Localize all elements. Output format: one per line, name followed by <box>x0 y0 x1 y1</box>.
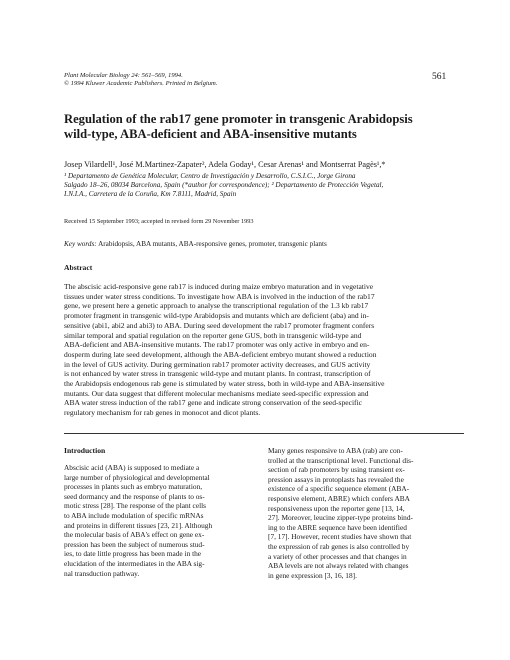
section-divider <box>64 433 464 434</box>
keywords-text: Arabidopsis, ABA mutants, ABA-responsive genes, promoter, transgenic plants <box>96 240 327 248</box>
body-line: trolled at the transcriptional level. Functional dis- <box>268 455 414 465</box>
author-list: Josep Vilardell¹, José M.Martinez-Zapater², Adela Goday¹, Cesar Arenas¹ and Montserrat Pagès¹,* <box>64 160 386 169</box>
body-line: large number of physiological and developmental <box>64 472 210 482</box>
body-line: processes in plants such as embryo maturation, <box>64 482 203 492</box>
body-line: Abscisic acid (ABA) is supposed to mediate a <box>64 463 200 472</box>
abstract-line: ABA water stress induction of the rab17 gene and indicate strong conservation of the seed-specific <box>64 398 363 408</box>
body-line: and proteins in different tissues [23, 21]. Although <box>64 520 213 530</box>
abstract-line: The abscisic acid-responsive gene rab17 is induced during maize embryo maturation and in vegetative <box>64 282 374 291</box>
abstract-line: is not enhanced by water stress in transgenic wild-type and mutant plants. In contrast, transcription of <box>64 369 371 379</box>
body-line: the expression of rab genes is also controlled by <box>268 541 410 551</box>
keywords-label: Key words: <box>64 240 97 248</box>
body-line: responsive element, ABRE) which confers ABA <box>268 493 410 503</box>
keywords <box>64 240 327 248</box>
affiliation-line-1: ¹ Departamento de Genética Molecular, Centro de Investigación y Desarrollo, C.S.I.C., Jorge Girona <box>64 172 356 180</box>
journal-line-1: Plant Molecular Biology 24: 561–569, 1994. <box>64 72 183 79</box>
body-line: [7, 17]. However, recent studies have shown that <box>268 532 412 542</box>
abstract-heading: Abstract <box>64 263 93 272</box>
affiliation-line-3: I.N.I.A., Carretera de la Coruña, Km 7.8111, Madrid, Spain <box>64 190 237 198</box>
body-line: pression has been the subject of numerous stud- <box>64 539 205 549</box>
introduction-right-column <box>268 446 464 580</box>
body-line: ies, to date little progress has been made in the <box>64 549 202 559</box>
body-line: a variety of other processes and that changes in <box>268 551 407 561</box>
journal-citation <box>64 72 217 88</box>
abstract-line: similar temporal and spatial regulation on the reporter gene GUS, both in transgenic wild-type and <box>64 330 362 340</box>
abstract-line: ABA-deficient and ABA-insensitive mutants. The rab17 promoter was only active in embryo and en- <box>64 340 370 350</box>
body-line: Many genes responsive to ABA (rab) are con- <box>268 446 403 455</box>
abstract-line: gene, we present here a genetic approach to analyse the transcriptional regulation of the 1.3 kb rab17 <box>64 301 369 311</box>
body-line: section of rab promoters by using transient ex- <box>268 465 405 475</box>
abstract-line: regulatory mechanism for rab genes in monocot and dicot plants. <box>64 408 261 418</box>
body-line: 27]. Moreover, leucine zipper-type proteins bind- <box>268 513 413 523</box>
body-line: pression assays in protoplasts has revealed the <box>268 474 404 484</box>
abstract-line: mutants. Our data suggest that different molecular mechanisms mediate seed-specific expression and <box>64 388 369 398</box>
abstract-line: dosperm during late seed development, although the ABA-deficient embryo mutant showed a reduction <box>64 349 377 359</box>
introduction-left-column <box>64 463 256 578</box>
body-line: motic stress [28]. The response of the plant cells <box>64 501 207 511</box>
page-number: 561 <box>432 72 447 82</box>
abstract-line: promoter fragment in transgenic wild-type Arabidopsis and mutants which are deficient (aba) and in- <box>64 311 369 321</box>
introduction-heading: Introduction <box>64 446 106 455</box>
body-line: responsiveness upon the reporter gene [13, 14, <box>268 503 405 513</box>
body-line: ABA levels are not always related with changes <box>268 561 409 571</box>
abstract-line: tissues under water stress conditions. To investigate how ABA is involved in the induction of the rab17 <box>64 291 375 301</box>
article-title <box>64 112 464 142</box>
abstract-line: in the level of GUS activity. During germination rab17 promoter activity decreases, and GUS activity <box>64 359 371 369</box>
journal-line-2: © 1994 Kluwer Academic Publishers. Printed in Belgium. <box>64 80 218 87</box>
abstract-line: the Arabidopsis endogenous rab gene is stimulated by water stress, both in wild-type and ABA-insensitive <box>64 379 385 389</box>
title-line-2: wild-type, ABA-deficient and ABA-insensitive mutants <box>64 127 357 141</box>
body-line: to ABA include modulation of specific mRNAs <box>64 510 204 520</box>
affiliation-line-2: Salgado 18–26, 08034 Barcelona, Spain (*author for correspondence); ² Departamento de Protección Vegetal, <box>64 181 384 189</box>
body-line: existence of a specific sequence element (ABA- <box>268 484 410 494</box>
body-line: nal transduction pathway. <box>64 568 140 578</box>
body-line: seed dormancy and the response of plants to os- <box>64 491 205 501</box>
title-line-1: Regulation of the rab17 gene promoter in transgenic Arabidopsis <box>64 112 413 126</box>
abstract-body <box>64 282 464 418</box>
body-line: in gene expression [3, 16, 18]. <box>268 570 357 580</box>
affiliations <box>64 172 464 199</box>
body-line: ing to the ABRE sequence have been identified <box>268 522 407 532</box>
abstract-line: sensitive (abi1, abi2 and abi3) to ABA. During seed development the rab17 promoter fragment confers <box>64 320 375 330</box>
body-line: the molecular basis of ABA's effect on gene ex- <box>64 530 205 540</box>
received-date: Received 15 September 1993; accepted in revised form 29 November 1993 <box>64 218 254 225</box>
body-line: elucidation of the intermediates in the ABA sig- <box>64 558 205 568</box>
